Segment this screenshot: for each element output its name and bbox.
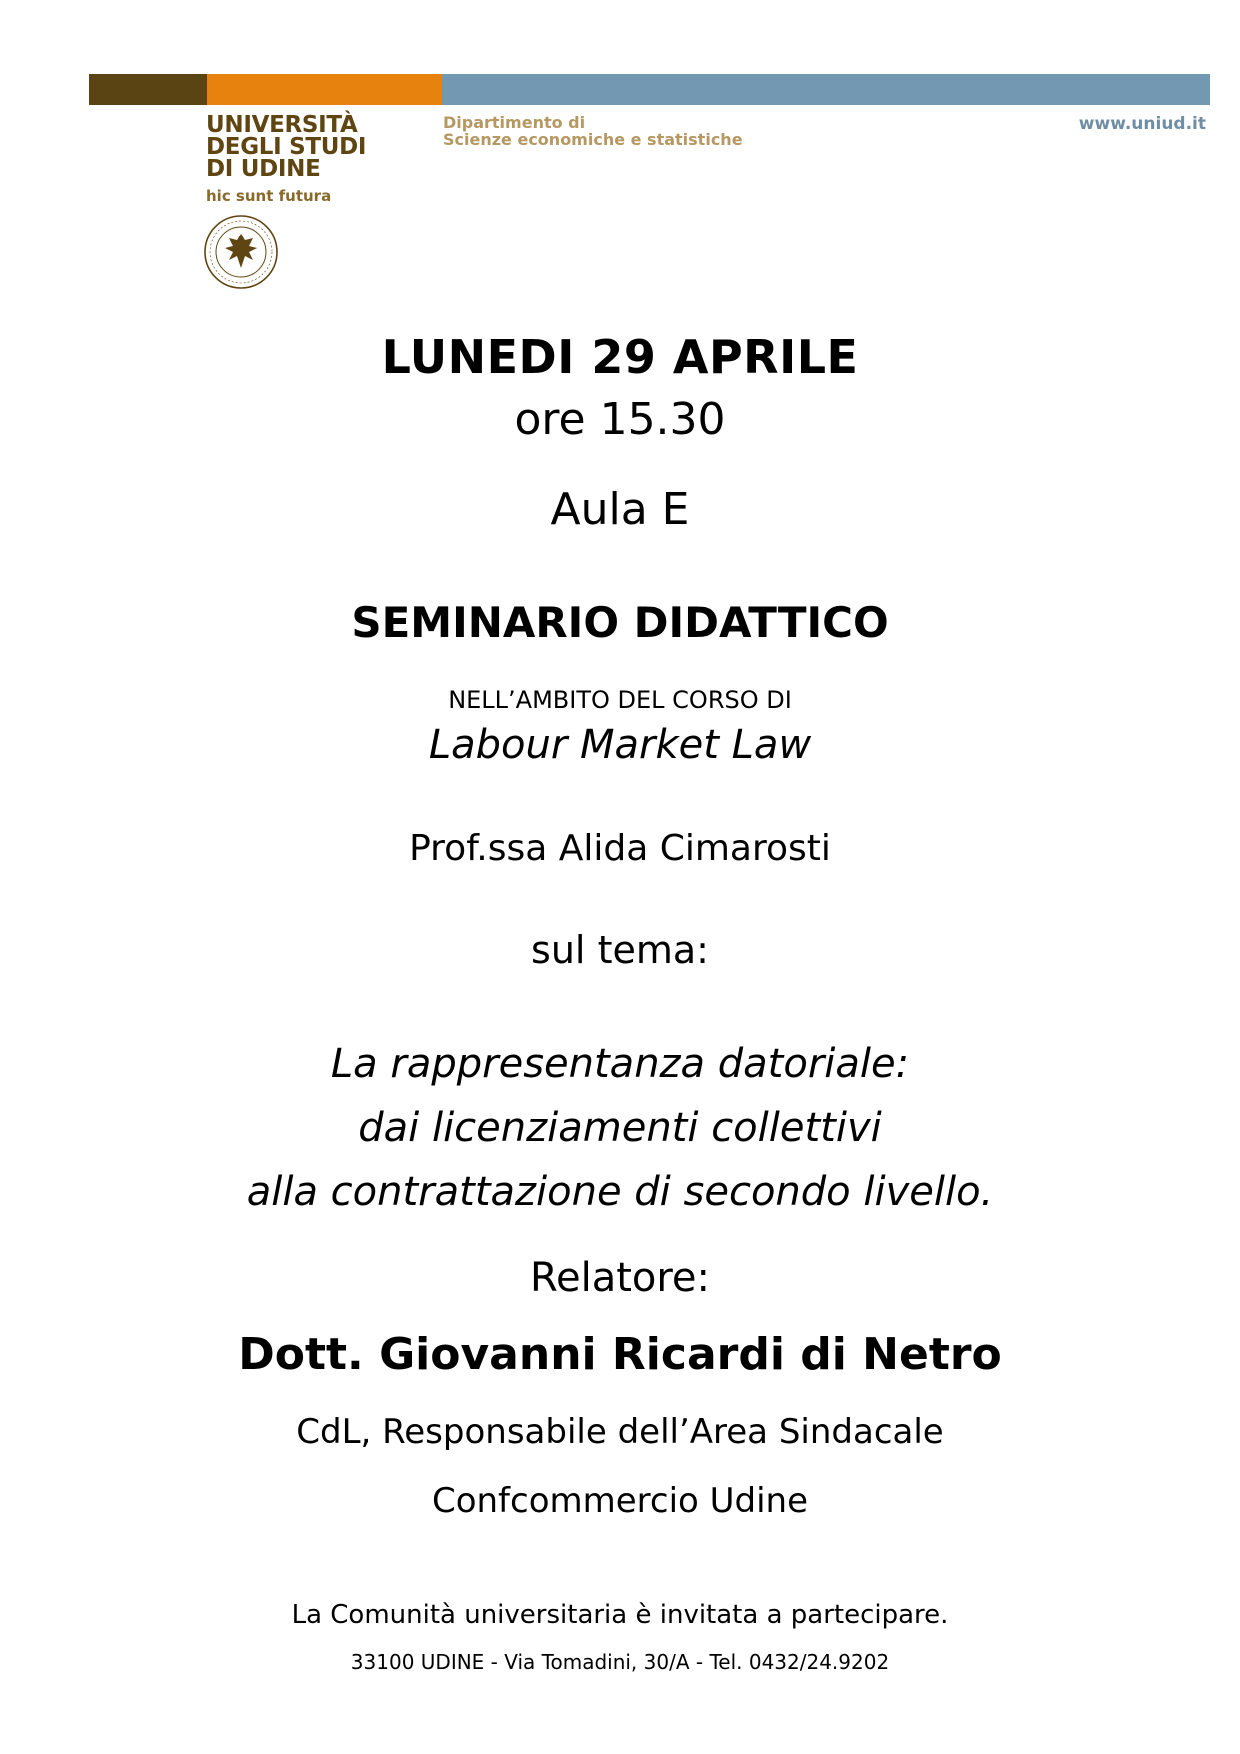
speaker-role: CdL, Responsabile dell’Area Sindacale xyxy=(296,1412,944,1452)
university-motto: hic sunt futura xyxy=(206,187,332,205)
professor-name: Prof.ssa Alida Cimarosti xyxy=(409,828,831,869)
topic-intro: sul tema: xyxy=(531,928,709,972)
speaker-name: Dott. Giovanni Ricardi di Netro xyxy=(238,1329,1002,1380)
event-time: ore 15.30 xyxy=(514,394,726,445)
course-context: NELL’AMBITO DEL CORSO DI xyxy=(448,686,792,714)
university-name-line: DI UDINE xyxy=(206,156,321,182)
university-name xyxy=(206,114,366,180)
event-date: LUNEDI 29 APRILE xyxy=(381,330,859,384)
speaker-organization: Confcommercio Udine xyxy=(431,1481,809,1521)
department-line: Dipartimento di xyxy=(443,113,586,132)
bar-segment-orange xyxy=(207,74,442,105)
topic-line: La rappresentanza datoriale: xyxy=(330,1041,910,1087)
department-line: Scienze economiche e statistiche xyxy=(443,130,743,149)
topic-line: dai licenziamenti collettivi xyxy=(358,1105,882,1151)
address-line: 33100 UDINE - Via Tomadini, 30/A - Tel. 0432/24.9202 xyxy=(350,1650,890,1674)
seminar-topic xyxy=(0,1032,1240,1224)
bar-segment-blue xyxy=(442,74,1210,105)
event-room: Aula E xyxy=(550,484,690,535)
department-name xyxy=(443,114,743,148)
bar-segment-brown xyxy=(89,74,207,105)
university-name-line: DEGLI STUDI xyxy=(206,134,367,160)
topic-line: alla contrattazione di secondo livello. xyxy=(246,1169,994,1215)
course-name: Labour Market Law xyxy=(428,722,812,768)
speaker-label: Relatore: xyxy=(529,1255,711,1301)
university-seal-icon xyxy=(203,214,279,290)
invitation-text: La Comunità universitaria è invitata a partecipare. xyxy=(291,1600,949,1630)
event-type-title: SEMINARIO DIDATTICO xyxy=(351,598,889,647)
header-color-bar xyxy=(89,74,1210,105)
university-name-line: UNIVERSITÀ xyxy=(206,112,358,138)
website-link[interactable]: www.uniud.it xyxy=(1078,114,1206,134)
